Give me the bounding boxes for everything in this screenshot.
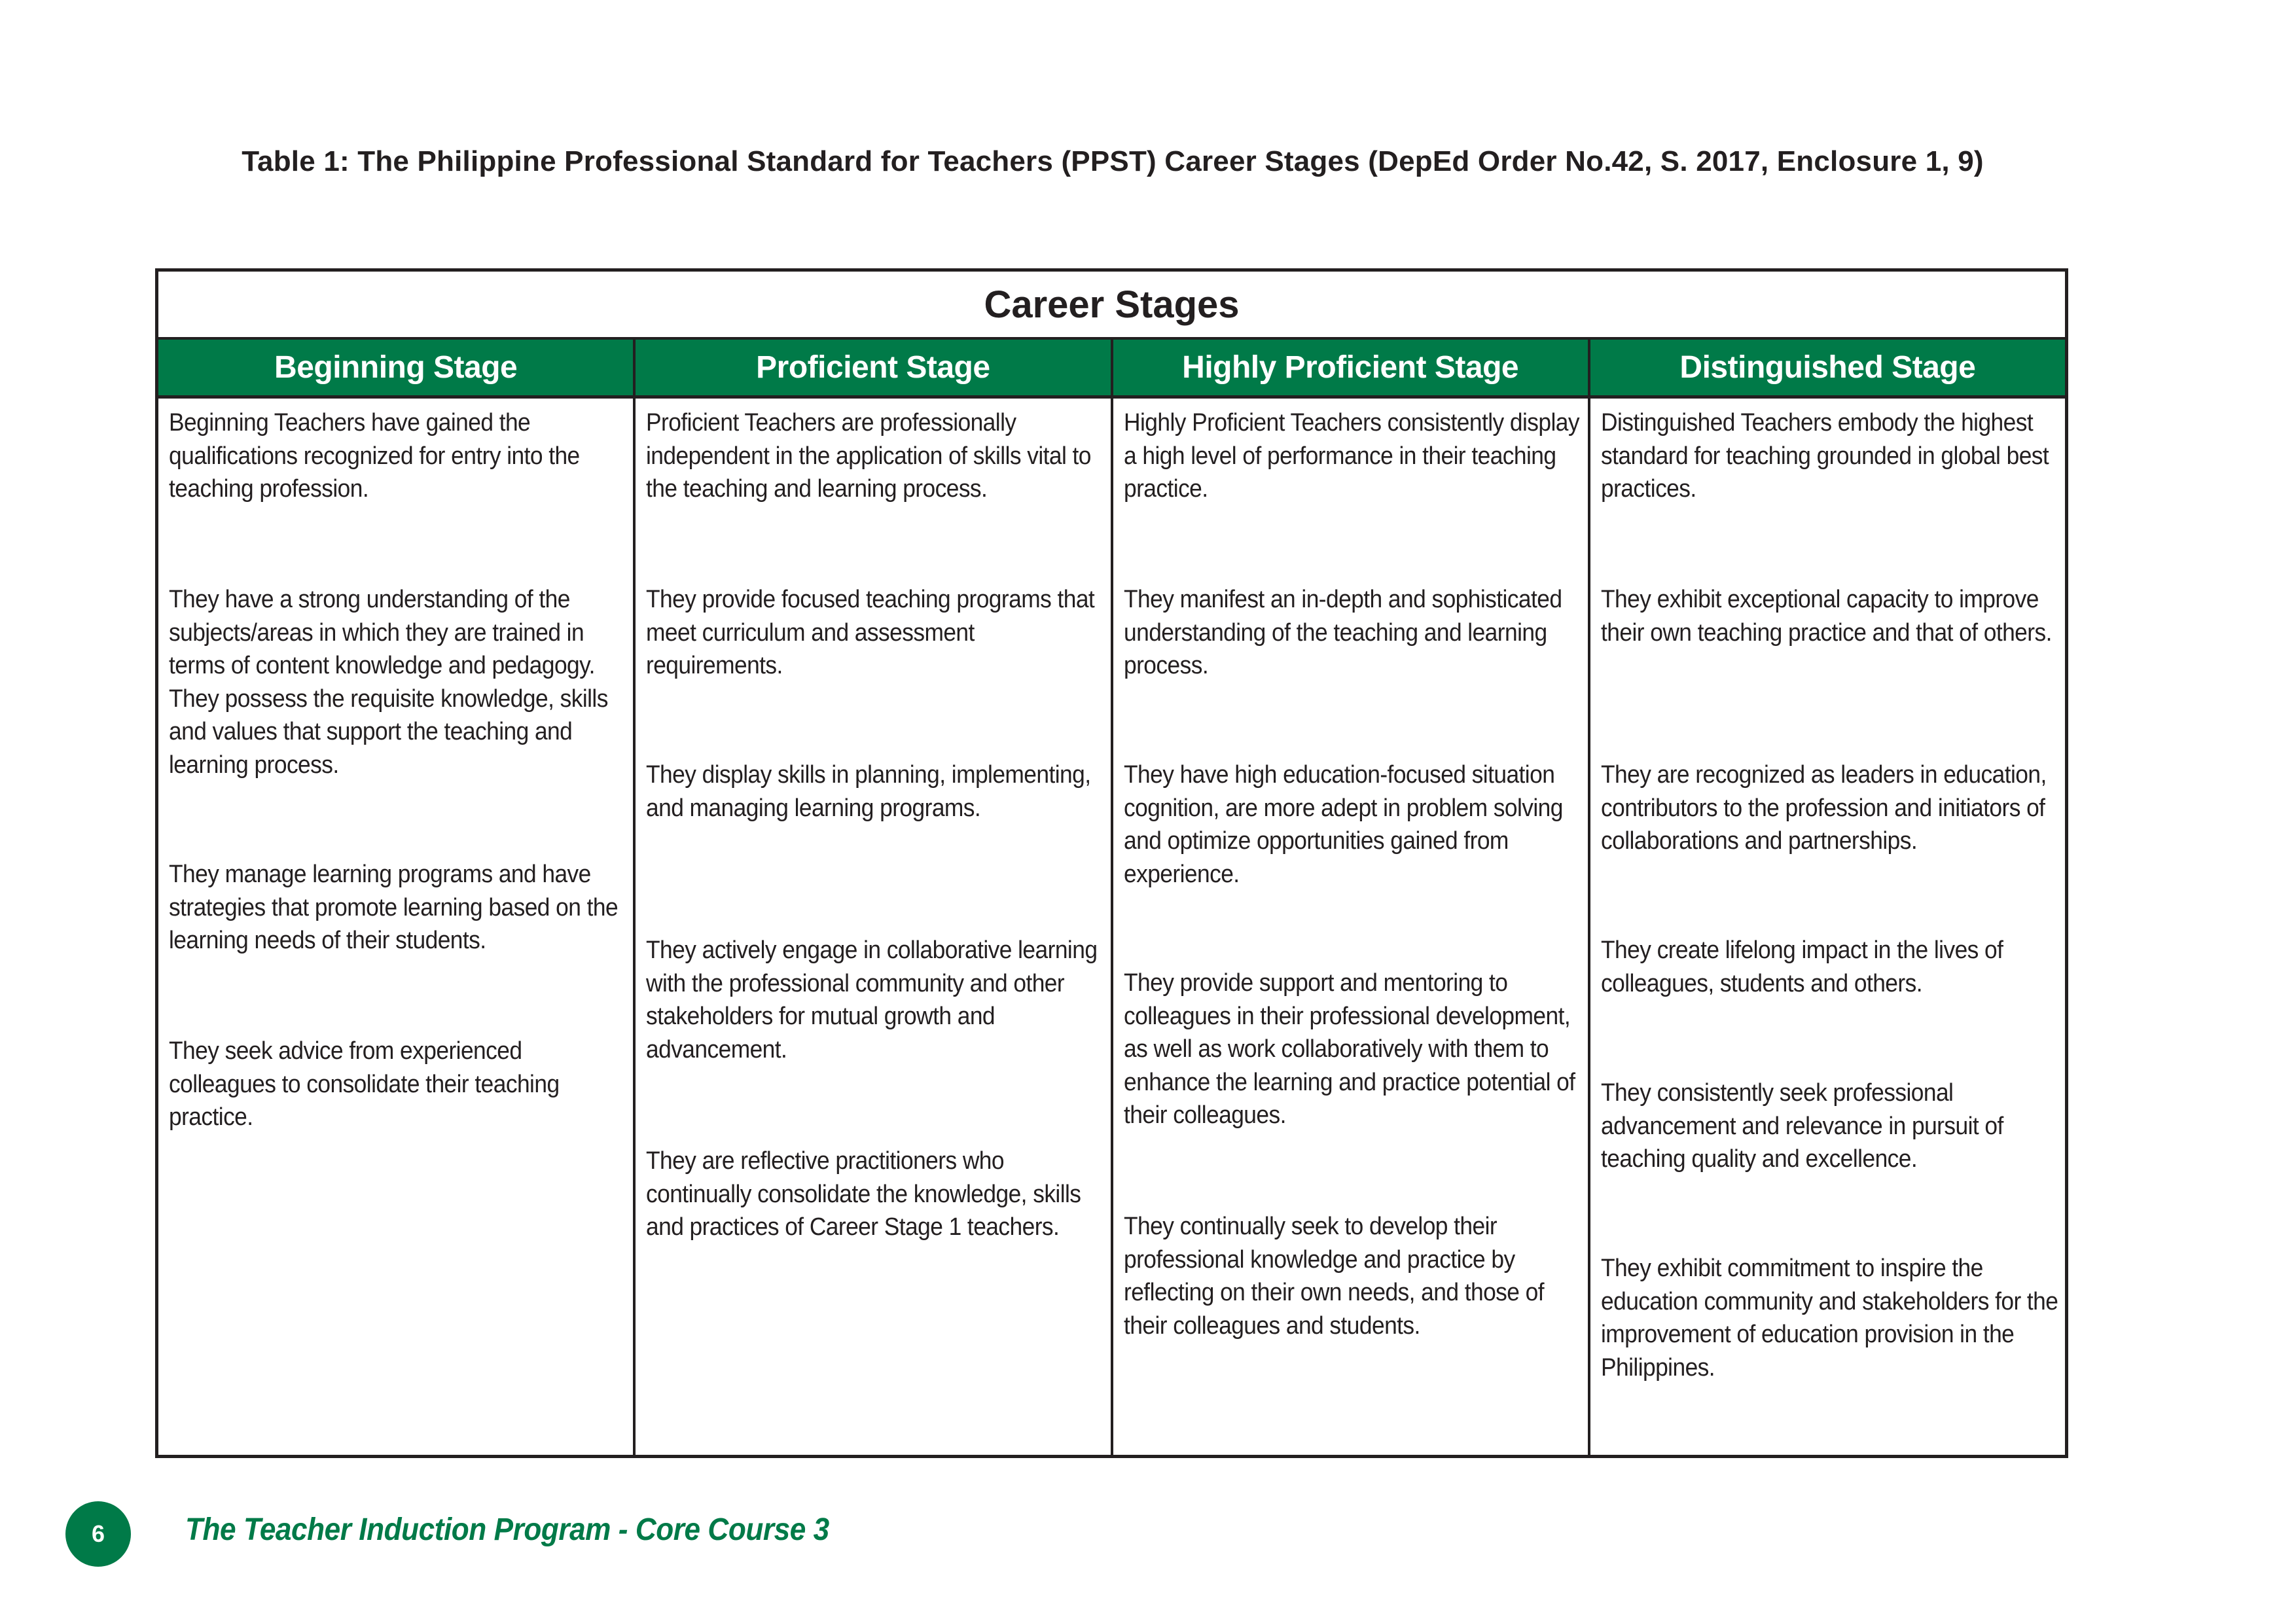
table-cell-paragraph: They are recognized as leaders in education, contributors to the profession and initiators of collaborations and partnerships. (1600, 761, 2047, 855)
footer-title: The Teacher Induction Program - Core Course 3 (185, 1512, 829, 1547)
column-highly-proficient-stage (1111, 399, 1588, 1455)
table-cell-paragraph: They manifest an in-depth and sophisticated understanding of the teaching and learning process. (1123, 586, 1562, 679)
table-cell-paragraph: They manage learning programs and have strategies that promote learning based on the learning needs of their students. (169, 861, 619, 954)
table-cell-paragraph: They actively engage in collaborative learning with the professional community and other stakeholders for mutual growth and advancement. (646, 936, 1098, 1063)
table-cell-paragraph: They create lifelong impact in the lives of colleagues, students and others. (1600, 936, 2003, 997)
table-cell-paragraph: They display skills in planning, implementing, and managing learning programs. (646, 761, 1091, 822)
column-distinguished-stage (1588, 399, 2065, 1455)
column-beginning-stage (158, 399, 633, 1455)
header-beginning-stage: Beginning Stage (158, 340, 633, 395)
table-cell-paragraph: Beginning Teachers have gained the qualifications recognized for entry into the teaching profession. (169, 409, 580, 503)
table-cell-paragraph: They exhibit exceptional capacity to improve their own teaching practice and that of others. (1600, 586, 2052, 647)
header-highly-proficient-stage: Highly Proficient Stage (1111, 340, 1588, 395)
table-cell-paragraph: They are reflective practitioners who continually consolidate the knowledge, skills and practices of Career Stage 1 teachers. (646, 1147, 1081, 1241)
table-cell-paragraph: Proficient Teachers are professionally independent in the application of skills vital to the teaching and learning process. (646, 409, 1092, 503)
table-cell-paragraph: They exhibit commitment to inspire the education community and stakeholders for the improvement of education provision in the Philippines. (1600, 1255, 2058, 1382)
table-cell-paragraph: They seek advice from experienced colleagues to consolidate their teaching practice. (169, 1037, 560, 1131)
table-cell-paragraph: Highly Proficient Teachers consistently display a high level of performance in their teaching practice. (1123, 409, 1579, 503)
table-cell-paragraph: They consistently seek professional advancement and relevance in pursuit of teaching quality and excellence. (1600, 1079, 2003, 1173)
career-stages-table (155, 268, 2068, 1458)
table-cell-paragraph: They have high education-focused situation cognition, are more adept in problem solving and optimize opportunities gained from experience. (1123, 761, 1563, 888)
header-distinguished-stage: Distinguished Stage (1588, 340, 2065, 395)
table-cell-paragraph: Distinguished Teachers embody the highest standard for teaching grounded in global best practices. (1600, 409, 2049, 503)
page-number-badge: 6 (65, 1501, 131, 1567)
table-caption: Table 1: The Philippine Professional Standard for Teachers (PPST) Career Stages (DepEd Order No.42, S. 2017, Enclosure 1, 9) (242, 145, 1984, 177)
table-cell-paragraph: They provide support and mentoring to colleagues in their professional development, as well as work collaboratively with them to enhance the learning and practice potential of their colleagues. (1123, 969, 1575, 1129)
header-proficient-stage: Proficient Stage (633, 340, 1110, 395)
table-body-row (158, 399, 2065, 1455)
column-proficient-stage (633, 399, 1110, 1455)
table-cell-paragraph: They have a strong understanding of the subjects/areas in which they are trained in terms of content knowledge and pedagogy. They possess the requisite knowledge, skills and values that support the teaching and learning process. (169, 586, 608, 779)
table-cell-paragraph: They continually seek to develop their professional knowledge and practice by reflecting on their own needs, and those of their colleagues and students. (1123, 1213, 1544, 1340)
table-title: Career Stages (158, 272, 2065, 340)
table-cell-paragraph: They provide focused teaching programs that meet curriculum and assessment requirements. (646, 586, 1095, 679)
table-header-row (158, 340, 2065, 399)
